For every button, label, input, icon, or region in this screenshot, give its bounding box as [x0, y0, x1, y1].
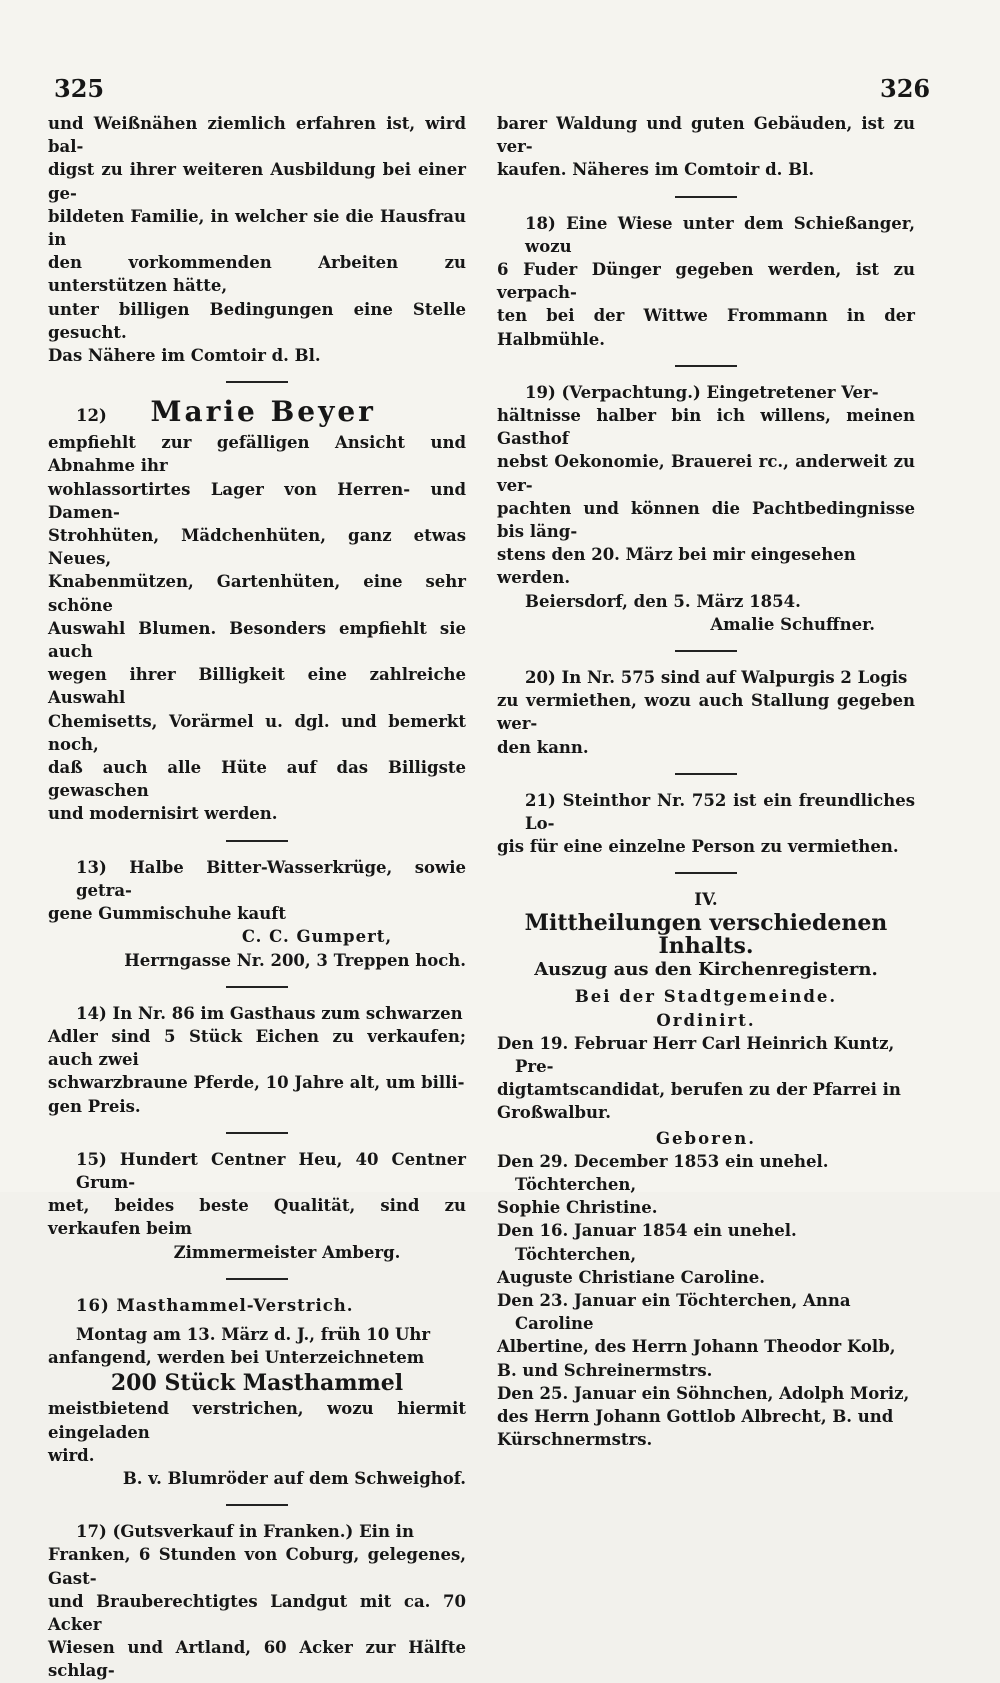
page-number-right: 326: [880, 74, 931, 103]
ad-number: 12): [76, 406, 107, 426]
text-line: Auswahl Blumen. Besonders empfiehlt sie auch: [48, 618, 466, 662]
separator-rule: [226, 840, 288, 842]
text-line: bildeten Familie, in welcher sie die Hausfrau in: [48, 206, 466, 250]
text-line: gis für eine einzelne Person zu vermiethen.: [497, 837, 899, 857]
text-line: den kann.: [497, 737, 589, 757]
text-line: Wiesen und Artland, 60 Acker zur Hälfte schlag-: [48, 1638, 466, 1681]
text-line: barer Waldung und guten Gebäuden, ist zu ver-: [497, 114, 915, 157]
separator-rule: [675, 365, 737, 367]
ad-21: [497, 789, 915, 859]
text-line: Das Nähere im Comtoir d. Bl.: [48, 346, 321, 366]
text-line: digtamtscandidat, berufen zu der Pfarrei in: [497, 1080, 901, 1100]
signer: B. v. Blumröder auf dem Schweighof.: [122, 1468, 466, 1488]
left-column: [48, 112, 466, 1683]
text-line: met, beides beste Qualität, sind zu verkaufen beim: [48, 1196, 466, 1239]
text-line: Den 29. December 1853 ein unehel. Töchterchen,: [497, 1151, 829, 1194]
geboren-heading: Geboren.: [655, 1128, 757, 1148]
text-line: Sophie Christine.: [497, 1198, 658, 1218]
text-line: und Weißnähen ziemlich erfahren ist, wird bal-: [48, 114, 466, 157]
text-line: Beiersdorf, den 5. März 1854.: [525, 591, 801, 611]
separator-rule: [226, 1504, 288, 1506]
text-line: gene Gummischuhe kauft: [48, 904, 286, 924]
text-line: Den 23. Januar ein Töchterchen, Anna Caroline: [497, 1290, 851, 1334]
ad-17-continued: [497, 112, 915, 182]
ad-16: [48, 1294, 466, 1490]
ad-19: [497, 381, 915, 636]
text-line: wohlassortirtes Lager von Herren- und Damen-: [48, 479, 466, 522]
separator-rule: [226, 986, 288, 988]
separator-rule: [675, 196, 737, 198]
text-line: wegen ihrer Billigkeit eine zahlreiche Auswahl: [48, 665, 466, 708]
text-line: Auguste Christiane Caroline.: [497, 1267, 765, 1287]
birth-entry: [497, 1382, 915, 1452]
text-line: pachten und können die Pachtbedingnisse bis läng-: [497, 498, 915, 542]
text-line: Montag am 13. März d. J., früh 10 Uhr: [76, 1324, 431, 1344]
text-line: nebst Oekonomie, Brauerei rc., anderweit zu ver-: [497, 452, 915, 495]
ad-17: [48, 1520, 466, 1682]
separator-rule: [675, 872, 737, 874]
ad-12: [48, 397, 466, 825]
intro-paragraph: [48, 112, 466, 367]
text-line: den vorkommenden Arbeiten zu unterstützen hätte,: [48, 253, 466, 296]
text-line: Den 19. Februar Herr Carl Heinrich Kuntz, Pre-: [497, 1033, 895, 1076]
ad-18: [497, 212, 915, 351]
text-line: Chemisetts, Vorärmel u. dgl. und bemerkt noch,: [48, 711, 466, 754]
text-line: 6 Fuder Dünger gegeben werden, ist zu verpach-: [497, 260, 915, 303]
text-line: empfiehlt zur gefälligen Ansicht und Abnahme ihr: [48, 433, 466, 476]
section-numeral: IV.: [694, 890, 718, 910]
text-line: des Herrn Johann Gottlob Albrecht, B. und: [497, 1406, 894, 1426]
ad-13: [48, 856, 466, 972]
text-line: Franken, 6 Stunden von Coburg, gelegenes, Gast-: [48, 1545, 466, 1588]
section-subtitle: Auszug aus den Kirchenregistern.: [534, 959, 878, 981]
right-column: [497, 112, 915, 1451]
text-line: kaufen. Näheres im Comtoir d. Bl.: [497, 160, 815, 180]
separator-rule: [226, 1132, 288, 1134]
ordination-entry: [497, 1032, 915, 1125]
text-line: anfangend, werden bei Unterzeichnetem: [48, 1348, 425, 1368]
highlight-line: 200 Stück Masthammel: [110, 1370, 404, 1397]
ad-15: [48, 1148, 466, 1264]
separator-rule: [675, 650, 737, 652]
text-line: 14) In Nr. 86 im Gasthaus zum schwarzen: [76, 1003, 463, 1023]
text-line: schwarzbraune Pferde, 10 Jahre alt, um billi-: [48, 1073, 465, 1093]
text-line: und modernisirt werden.: [48, 804, 278, 824]
text-line: daß auch alle Hüte auf das Billigste gewaschen: [48, 758, 466, 801]
text-line: 18) Eine Wiese unter dem Schießanger, wozu: [525, 213, 915, 256]
text-line: und Brauberechtigtes Landgut mit ca. 70 Acker: [48, 1591, 466, 1634]
signer: Zimmermeister Amberg.: [173, 1242, 401, 1262]
text-line: wird.: [48, 1445, 95, 1465]
text-line: 17) (Gutsverkauf in Franken.) Ein in: [76, 1522, 414, 1542]
ad-14: [48, 1002, 466, 1118]
text-line: stens den 20. März bei mir eingesehen werden.: [497, 545, 856, 588]
text-line: Adler sind 5 Stück Eichen zu verkaufen; auch zwei: [48, 1026, 466, 1070]
signer: C. C. Gumpert,: [241, 927, 393, 947]
address: Herrngasse Nr. 200, 3 Treppen hoch.: [124, 950, 466, 970]
text-line: 13) Halbe Bitter-Wasserkrüge, sowie getra-: [76, 857, 466, 900]
text-line: Albertine, des Herrn Johann Theodor Kolb,: [497, 1337, 896, 1357]
ad-heading: 16) Masthammel-Verstrich.: [76, 1295, 354, 1315]
text-line: Knabenmützen, Gartenhüten, eine sehr schöne: [48, 572, 466, 615]
text-line: 21) Steinthor Nr. 752 ist ein freundliches Lo-: [525, 790, 915, 834]
separator-rule: [675, 773, 737, 775]
ad-20: [497, 666, 915, 759]
text-line: hältnisse halber bin ich willens, meinen Gasthof: [497, 406, 915, 449]
text-line: 15) Hundert Centner Heu, 40 Centner Grum-: [76, 1149, 466, 1192]
text-line: unter billigen Bedingungen eine Stelle gesucht.: [48, 299, 466, 342]
text-line: Strohhüten, Mädchenhüten, ganz etwas Neues,: [48, 526, 466, 569]
page-number-left: 325: [54, 74, 105, 103]
community-heading: Bei der Stadtgemeinde.: [574, 987, 838, 1007]
signer: Amalie Schuffner.: [710, 614, 875, 634]
text-line: zu vermiethen, wozu auch Stallung gegeben wer-: [497, 691, 915, 734]
text-line: Großwalbur.: [497, 1103, 611, 1123]
text-line: meistbietend verstrichen, wozu hiermit eingeladen: [48, 1399, 466, 1442]
birth-entry: [497, 1219, 915, 1289]
advertiser-name: Marie Beyer: [150, 395, 376, 429]
text-line: B. und Schreinermstrs.: [497, 1360, 713, 1380]
text-line: 20) In Nr. 575 sind auf Walpurgis 2 Logis: [525, 668, 908, 688]
text-line: Den 16. Januar 1854 ein unehel. Töchterchen,: [497, 1221, 797, 1264]
section-title: Mittheilungen verschiedenen Inhalts.: [524, 909, 888, 959]
separator-rule: [226, 381, 288, 383]
birth-entry: [497, 1150, 915, 1220]
section-iv: [497, 888, 915, 1451]
separator-rule: [226, 1278, 288, 1280]
text-line: gen Preis.: [48, 1096, 141, 1116]
text-line: Kürschnermstrs.: [497, 1430, 653, 1450]
text-line: Den 25. Januar ein Söhnchen, Adolph Moriz,: [497, 1383, 910, 1403]
text-line: 19) (Verpachtung.) Eingetretener Ver-: [525, 382, 879, 402]
ordinirt-heading: Ordinirt.: [656, 1010, 756, 1030]
text-line: ten bei der Wittwe Frommann in der Halbmühle.: [497, 306, 915, 349]
birth-entry: [497, 1289, 915, 1382]
text-line: digst zu ihrer weiteren Ausbildung bei einer ge-: [48, 160, 466, 203]
